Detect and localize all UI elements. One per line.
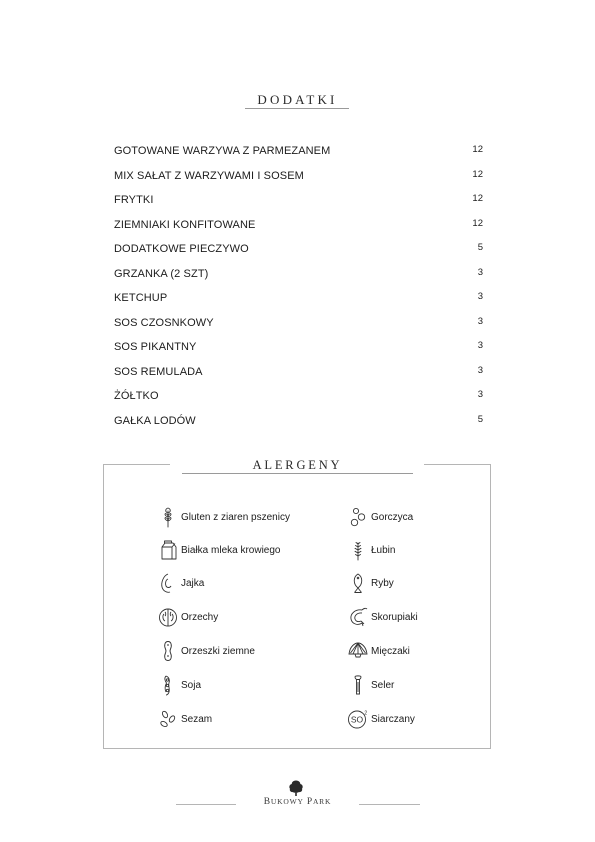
- allergen-celery: [347, 674, 394, 696]
- allergen-label: Seler: [371, 679, 395, 691]
- mustard-seeds-icon: [347, 506, 369, 528]
- wheat-icon: [157, 506, 179, 528]
- brand-initial-b: B: [263, 797, 271, 807]
- allergen-label: Jajka: [181, 577, 205, 589]
- allergen-peanuts: [157, 640, 255, 662]
- walnut-icon: [157, 606, 179, 628]
- sesame-seeds-icon: [157, 708, 179, 730]
- lupin-icon: [347, 539, 369, 561]
- menu-item-name: GAŁKA LODÓW: [114, 415, 196, 428]
- menu-item-name: SOS CZOSNKOWY: [114, 316, 214, 329]
- allergen-label: Skorupiaki: [371, 611, 418, 623]
- menu-item-price: 3: [477, 266, 483, 278]
- menu-item-price: 12: [472, 193, 483, 205]
- brand-logo-text: [0, 797, 595, 807]
- brand-word-1-rest: UKOWY: [270, 797, 304, 806]
- menu-item-name: SOS REMULADA: [114, 365, 203, 378]
- allergen-sesame: [157, 708, 212, 730]
- soy-pod-icon: [157, 674, 179, 696]
- allergen-sulphites: [347, 708, 415, 730]
- shell-icon: [347, 640, 369, 662]
- allergen-molluscs: [347, 640, 410, 662]
- menu-item-name: MIX SAŁAT Z WARZYWAMI I SOSEM: [114, 169, 304, 182]
- menu-item-price: 12: [472, 144, 483, 155]
- menu-item-price: 3: [477, 315, 483, 327]
- allergen-gluten: [157, 506, 290, 528]
- menu-item-name: KETCHUP: [114, 292, 168, 305]
- allergen-nuts: [157, 606, 218, 628]
- allergen-label: Sezam: [181, 713, 213, 725]
- allergen-label: Soja: [181, 679, 202, 691]
- allergen-label: Mięczaki: [371, 645, 410, 657]
- menu-item-name: ŻÓŁTKO: [114, 390, 159, 403]
- tree-icon: [287, 779, 305, 797]
- egg-icon: [157, 572, 179, 594]
- allergens-title: ALERGENY: [252, 458, 343, 472]
- menu-item-price: 5: [477, 414, 483, 426]
- sulphites-icon: [347, 708, 369, 730]
- allergen-crustaceans: [347, 606, 418, 628]
- allergen-eggs: [157, 572, 204, 594]
- menu-item-name: FRYTKI: [114, 194, 154, 207]
- menu-item: [114, 317, 483, 342]
- menu-item-price: 12: [472, 217, 483, 229]
- menu-item: [114, 292, 483, 317]
- title-underline: [245, 108, 349, 109]
- shrimp-icon: [347, 606, 369, 628]
- menu-item: [114, 219, 483, 244]
- brand-word-2-rest: ARK: [312, 797, 332, 806]
- allergen-label: Ryby: [371, 577, 394, 589]
- allergen-mustard: [347, 506, 413, 528]
- menu-item: [114, 170, 483, 195]
- menu-item-price: 3: [477, 291, 483, 303]
- svg-text:2: 2: [364, 710, 368, 717]
- menu-item-name: GOTOWANE WARZYWA Z PARMEZANEM: [114, 145, 331, 157]
- allergen-label: Gorczyca: [371, 511, 414, 523]
- brand-initial-p: P: [306, 797, 313, 807]
- fish-icon: [347, 572, 369, 594]
- menu-item-name: SOS PIKANTNY: [114, 341, 197, 354]
- menu-item: [114, 341, 483, 366]
- menu-item-price: 3: [477, 389, 483, 401]
- menu-item: [114, 415, 483, 440]
- allergens-title-underline: [182, 473, 413, 474]
- allergen-label: Łubin: [371, 544, 396, 556]
- menu-item-price: 3: [477, 340, 483, 352]
- menu-item: [114, 390, 483, 415]
- menu-item: [114, 243, 483, 268]
- celery-icon: [347, 674, 369, 696]
- milk-carton-icon: [157, 539, 179, 561]
- allergen-label: Orzechy: [181, 611, 219, 623]
- page-title: DODATKI: [257, 92, 338, 107]
- menu-item-name: GRZANKA (2 SZT): [114, 267, 209, 280]
- menu-item: [114, 268, 483, 293]
- svg-text:SO: SO: [350, 714, 364, 725]
- menu-item-name: DODATKOWE PIECZYWO: [114, 243, 249, 256]
- addons-menu-list: [114, 145, 483, 440]
- allergen-soy: [157, 674, 201, 696]
- menu-item: [114, 145, 483, 170]
- allergen-label: Orzeszki ziemne: [181, 645, 255, 657]
- allergen-label: Białka mleka krowiego: [181, 544, 281, 556]
- menu-item-price: 12: [472, 168, 483, 180]
- allergen-lupin: [347, 539, 395, 561]
- allergen-label: Gluten z ziaren pszenicy: [181, 511, 290, 523]
- menu-item: [114, 366, 483, 391]
- menu-item-price: 3: [477, 364, 483, 376]
- menu-item: [114, 194, 483, 219]
- menu-item-name: ZIEMNIAKI KONFITOWANE: [114, 218, 256, 231]
- peanut-icon: [157, 640, 179, 662]
- allergen-milk: [157, 539, 281, 561]
- menu-item-price: 5: [477, 242, 483, 254]
- allergen-label: Siarczany: [371, 713, 415, 725]
- allergen-fish: [347, 572, 394, 594]
